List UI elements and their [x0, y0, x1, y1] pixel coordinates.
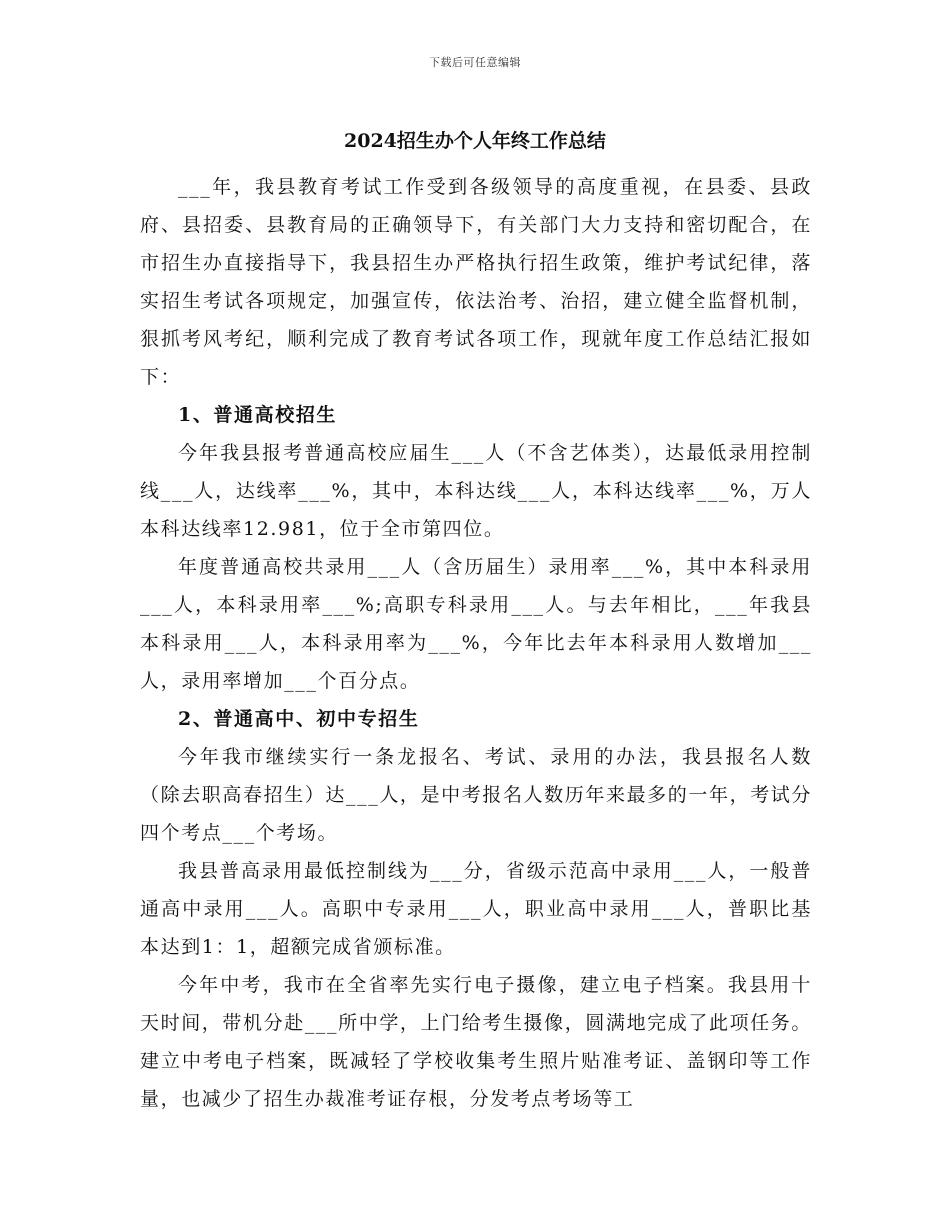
section-heading-2: 2、普通高中、初中专招生: [178, 708, 420, 730]
section-heading-1: 1、普通高校招生: [178, 404, 338, 426]
document-body: [140, 168, 812, 1118]
paragraph: 我县普高录用最低控制线为___分，省级示范高中录用___人，一般普通高中录用___人。高职中专录用___人，职业高中录用___人，普职比基本达到1：1，超额完成省颁标准。: [140, 860, 812, 958]
header-note: 下载后可任意编辑: [429, 56, 521, 69]
document-title: 2024招生办个人年终工作总结: [344, 130, 606, 152]
intro-paragraph: ___年，我县教育考试工作受到各级领导的高度重视，在县委、县政府、县招委、县教育局的正确领导下，有关部门大力支持和密切配合，在市招生办直接指导下，我县招生办严格执行招生政策，维护考试纪律，落实招生考试各项规定，加强宣传，依法治考、治招，建立健全监督机制，狠抓考风考纪，顺利完成了教育考试各项工作，现就年度工作总结汇报如下：: [140, 176, 812, 388]
paragraph: 年度普通高校共录用___人（含历届生）录用率___%，其中本科录用___人，本科录用率___%;高职专科录用___人。与去年相比，___年我县本科录用___人，本科录用率为___%，今年比去年本科录用人数增加___人，录用率增加___个百分点。: [140, 556, 812, 692]
paragraph: 今年中考，我市在全省率先实行电子摄像，建立电子档案。我县用十天时间，带机分赴___所中学，上门给考生摄像，圆满地完成了此项任务。建立中考电子档案，既减轻了学校收集考生照片贴准考证、盖钢印等工作量，也减少了招生办裁准考证存根，分发考点考场等工: [140, 974, 812, 1110]
paragraph: 今年我县报考普通高校应届生___人（不含艺体类），达最低录用控制线___人，达线率___%，其中，本科达线___人，本科达线率___%，万人本科达线率12.981，位于全市第四位。: [140, 442, 812, 540]
paragraph: 今年我市继续实行一条龙报名、考试、录用的办法，我县报名人数（除去职高春招生）达___人，是中考报名人数历年来最多的一年，考试分四个考点___个考场。: [140, 746, 812, 844]
